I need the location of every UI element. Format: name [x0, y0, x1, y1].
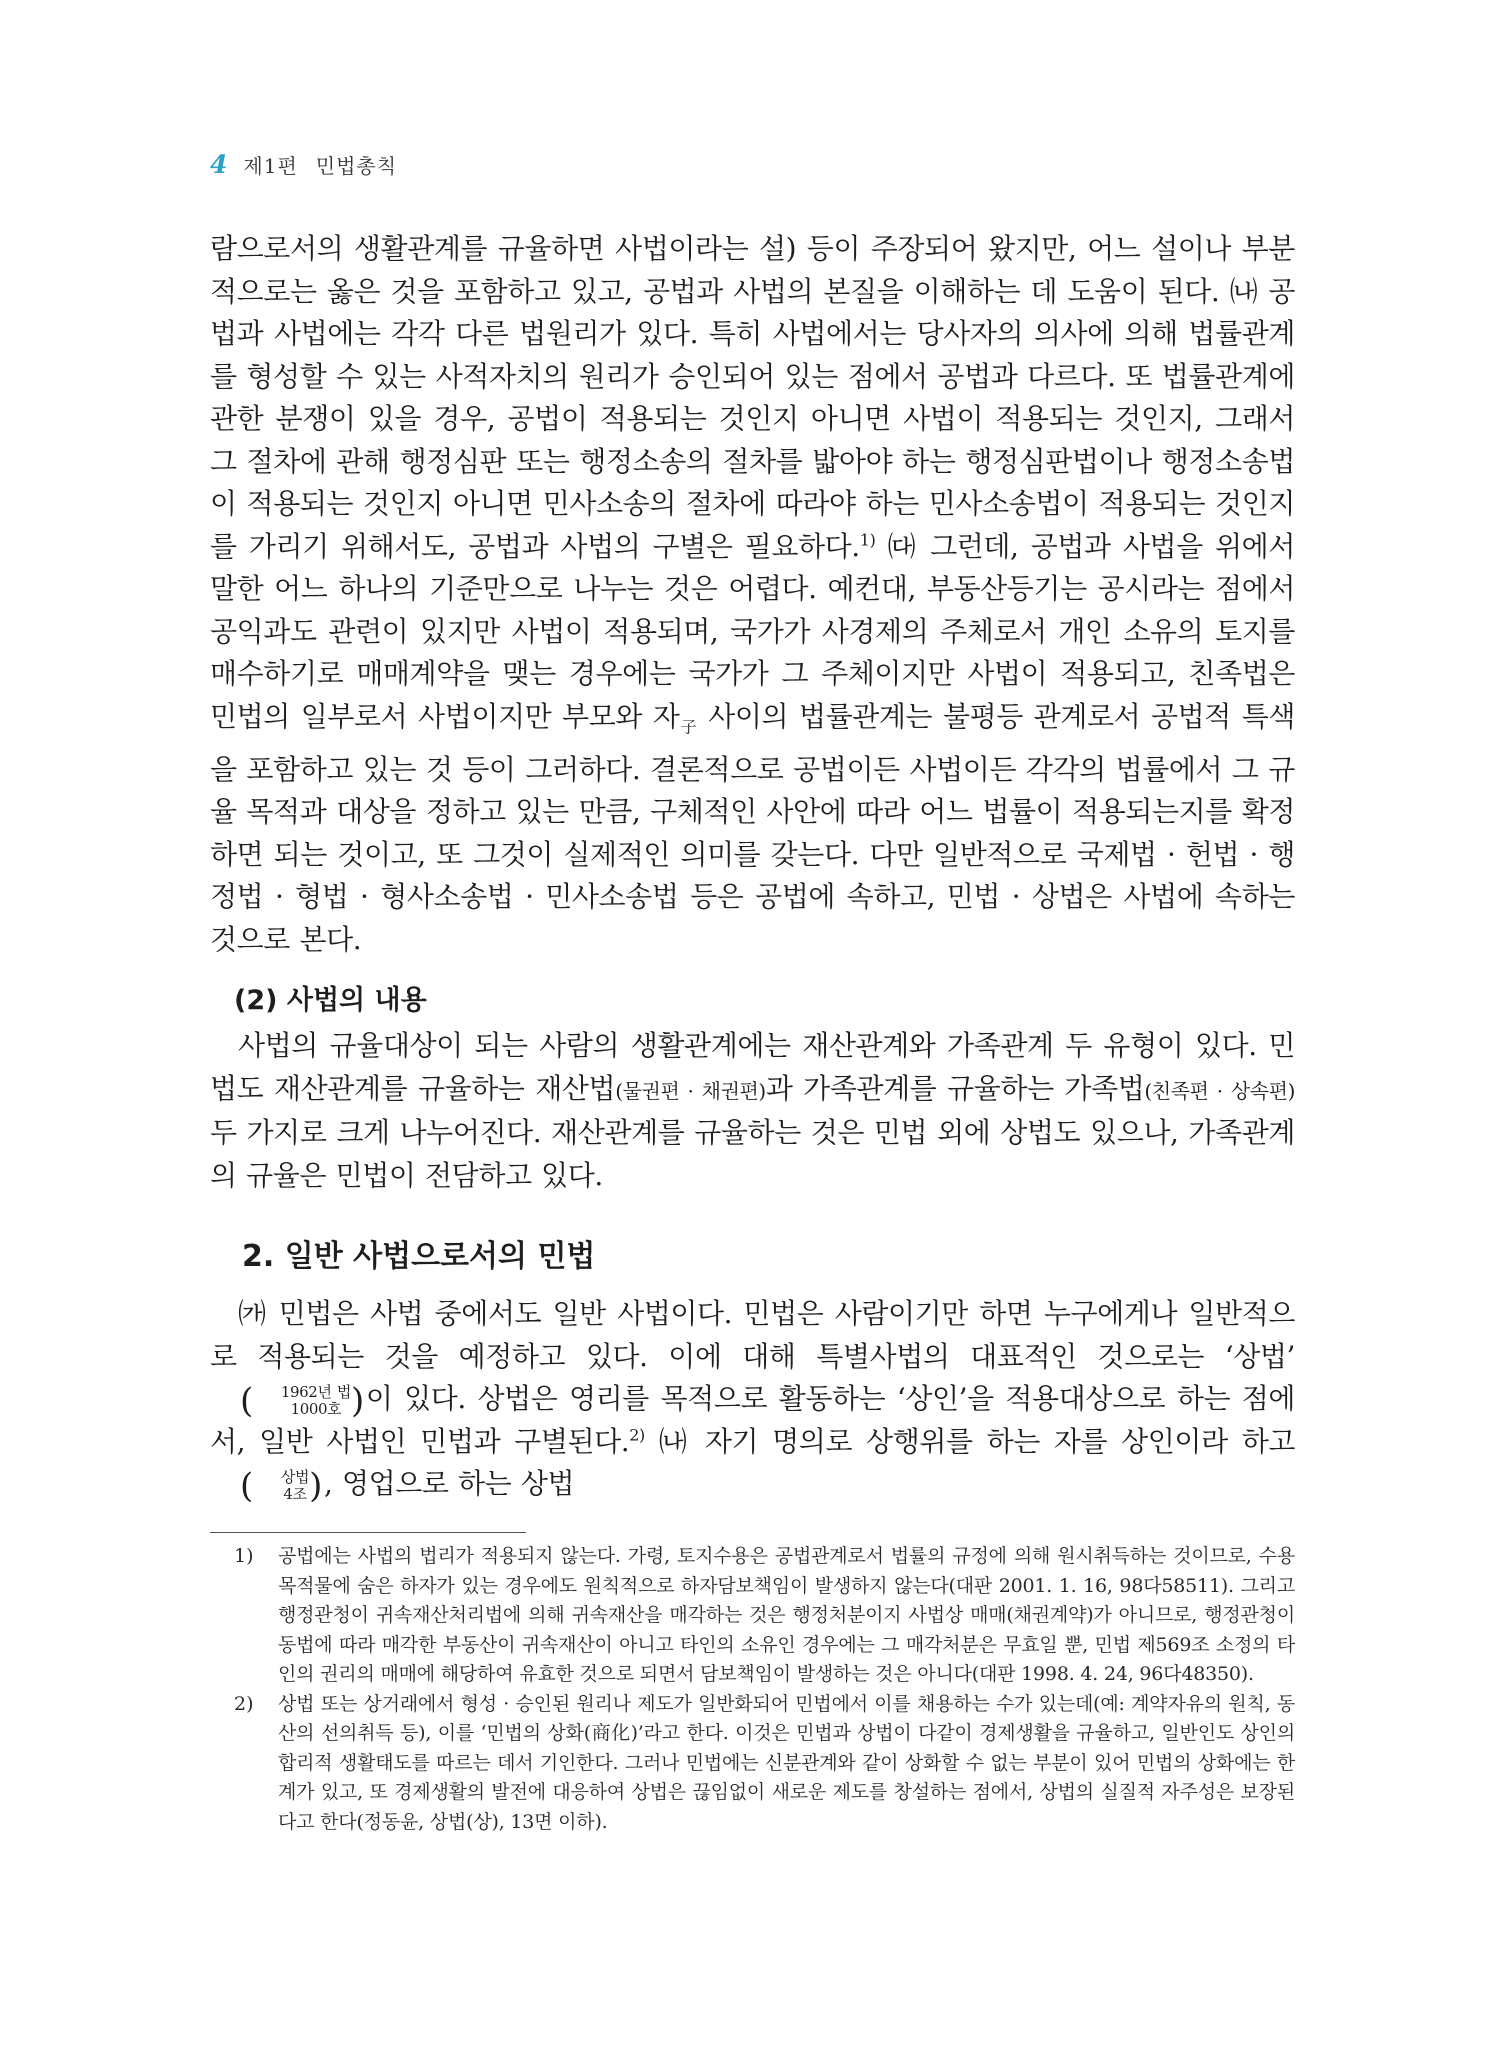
footnote-text: 공법에는 사법의 법리가 적용되지 않는다. 가령, 토지수용은 공법관계로서 법률의 규정에 의해 원시취득하는 것이므로, 수용 목적물에 숨은 하자가 있는 경우에도 원칙적으로 하자담보책임이 발생하지 않는다(대판 2001. 1. 16, 98다58511). 그리고 행정관청이 귀속재산처리법에 의해 귀속재산을 매각하는 것은 행정처분이지 사법상 매매(채권계약)가 아니므로, 행정관청이 동법에 따라 매각한 부동산이 귀속재산이 아니고 타인의 소유인 경우에는 그 매각처분은 무효일 뿐, 민법 제569조 소정의 타인의 권리의 매매에 해당하여 유효한 것으로 되면서 담보책임이 발생하는 것은 아니다(대판 1998. 4. 24, 96다48350).: [278, 1545, 1295, 1685]
footnote-1: [210, 1542, 1295, 1690]
para2a-text: 사법의 규율대상이 되는 사람의 생활관계에는 재산관계와 가족관계 두 유형이 있다. 민법도 재산관계를 규율하는 재산법: [210, 1029, 1295, 1105]
para1c-text: 사이의 법률관계는 불평등 관계로서 공법적 특색을 포함하고 있는 것 등이 그러하다. 결론적으로 공법이든 사법이든 각각의 법률에서 그 규율 목적과 대상을 정하고 있는 만큼, 구체적인 사안에 따라 어느 법률이 적용되는지를 확정하면 되는 것이고, 또 그것이 실제적인 의미를 갖는다. 다만 일반적으로 국제법 · 헌법 · 행정법 · 형법 · 형사소송법 · 민사소송법 등은 공법에 속하고, 민법 · 상법은 사법에 속하는 것으로 본다.: [210, 699, 1295, 956]
para2-small2: (친족편 · 상속편): [1144, 1078, 1296, 1103]
para3a-text: ㈎ 민법은 사법 중에서도 일반 사법이다. 민법은 사람이기만 하면 누구에게나 일반적으로 적용되는 것을 예정하고 있다. 이에 대해 특별사법의 대표적인 것으로는 ‘상법’: [210, 1297, 1295, 1373]
footnote-number: 2): [234, 1692, 254, 1715]
ref1-top: 1962년 법: [280, 1382, 351, 1401]
part-label: 제1편: [243, 154, 298, 178]
footnote-ref-1: 1): [859, 530, 876, 550]
page-number: 4: [210, 150, 228, 179]
para3d-text: , 영업으로 하는 상법: [323, 1467, 575, 1501]
subsection-heading: (2) 사법의 내용: [234, 985, 427, 1017]
para3c-text: ㈏ 자기 명의로 상행위를 하는 자를 상인이라 하고: [644, 1424, 1295, 1458]
para1b-text: ㈐ 그런데, 공법과 사법을 위에서 말한 어느 하나의 기준만으로 나누는 것은 어렵다. 예컨대, 부동산등기는 공시라는 점에서 공익과도 관련이 있지만 사법이 적용되며, 국가가 사경제의 주체로서 개인 소유의 토지를 매수하기로 매매계약을 맺는 경우에는 국가가 그 주체이지만 사법이 적용되고, 친족법은 민법의 일부로서 사법이지만 부모와 자: [210, 529, 1295, 733]
main-content: [210, 228, 1295, 1506]
ref2-top: 상법: [280, 1467, 310, 1486]
running-header: [210, 150, 397, 190]
paragraph-public-private-law: [210, 228, 1295, 961]
ref2-bottom: 4조: [283, 1484, 307, 1503]
book-title: 민법총칙: [315, 154, 398, 178]
section-heading: 2. 일반 사법으로서의 민법: [242, 1239, 596, 1275]
para3b-text: 이 있다. 상법은 영리를 목적으로 활동하는 ‘상인’을 적용대상으로 하는 점에서, 일반 사법인 민법과 구별된다.: [210, 1382, 1295, 1458]
footnote-2: [210, 1690, 1295, 1838]
footnote-divider: [210, 1532, 526, 1533]
ref1-bottom: 1000호: [290, 1399, 342, 1418]
paragraph-private-law-content: [210, 1025, 1295, 1197]
para2c-text: 두 가지로 크게 나누어진다. 재산관계를 규율하는 것은 민법 외에 상법도 있으나, 가족관계의 규율은 민법이 전담하고 있다.: [210, 1116, 1295, 1192]
ruby-ja: 子: [679, 717, 698, 737]
statute-ref-commercial-act: ( 1962년 법 1000호 ): [240, 1380, 364, 1421]
footnote-text: 상법 또는 상거래에서 형성 · 승인된 원리나 제도가 일반화되어 민법에서 이를 채용하는 수가 있는데(예: 계약자유의 원칙, 동산의 선의취득 등), 이를 ‘민법의 상화(商化)’라고 한다. 이것은 민법과 상법이 다같이 경제생활을 규율하고, 일반인도 상인의 합리적 생활태도를 따르는 데서 기인한다. 그러나 민법에는 신분관계와 같이 상화할 수 없는 부분이 있어 민법의 상화에는 한계가 있고, 또 경제생활의 발전에 대응하여 상법은 끊임없이 새로운 제도를 창설하는 점에서, 상법의 실질적 자주성은 보장된다고 한다(정동윤, 상법(상), 13면 이하).: [278, 1692, 1295, 1833]
statute-ref-article4: ( 상법 4조 ): [240, 1465, 322, 1506]
paragraph-general-private-law: [210, 1293, 1295, 1506]
para2b-text: 과 가족관계를 규율하는 가족법: [765, 1071, 1145, 1105]
running-title: [243, 150, 397, 179]
footnote-ref-2: 2): [629, 1425, 645, 1445]
para2-small1: (물권편 · 채권편): [615, 1078, 766, 1103]
footnote-number: 1): [234, 1545, 254, 1567]
para1-text: 람으로서의 생활관계를 규율하면 사법이라는 설) 등이 주장되어 왔지만, 어느 설이나 부분적으로는 옳은 것을 포함하고 있고, 공법과 사법의 본질을 이해하는 데 도움이 된다. ㈏ 공법과 사법에는 각각 다른 법원리가 있다. 특히 사법에서는 당사자의 의사에 의해 법률관계를 형성할 수 있는 사적자치의 원리가 승인되어 있는 점에서 공법과 다르다. 또 법률관계에 관한 분쟁이 있을 경우, 공법이 적용되는 것인지 아니면 사법이 적용되는 것인지, 그래서 그 절차에 관해 행정심판 또는 행정소송의 절차를 밟아야 하는 행정심판법이나 행정소송법이 적용되는 것인지 아니면 민사소송의 절차에 따라야 하는 민사소송법이 적용되는 것인지를 가리기 위해서도, 공법과 사법의 구별은 필요하다.: [210, 232, 1295, 563]
footnotes: [210, 1542, 1295, 1837]
